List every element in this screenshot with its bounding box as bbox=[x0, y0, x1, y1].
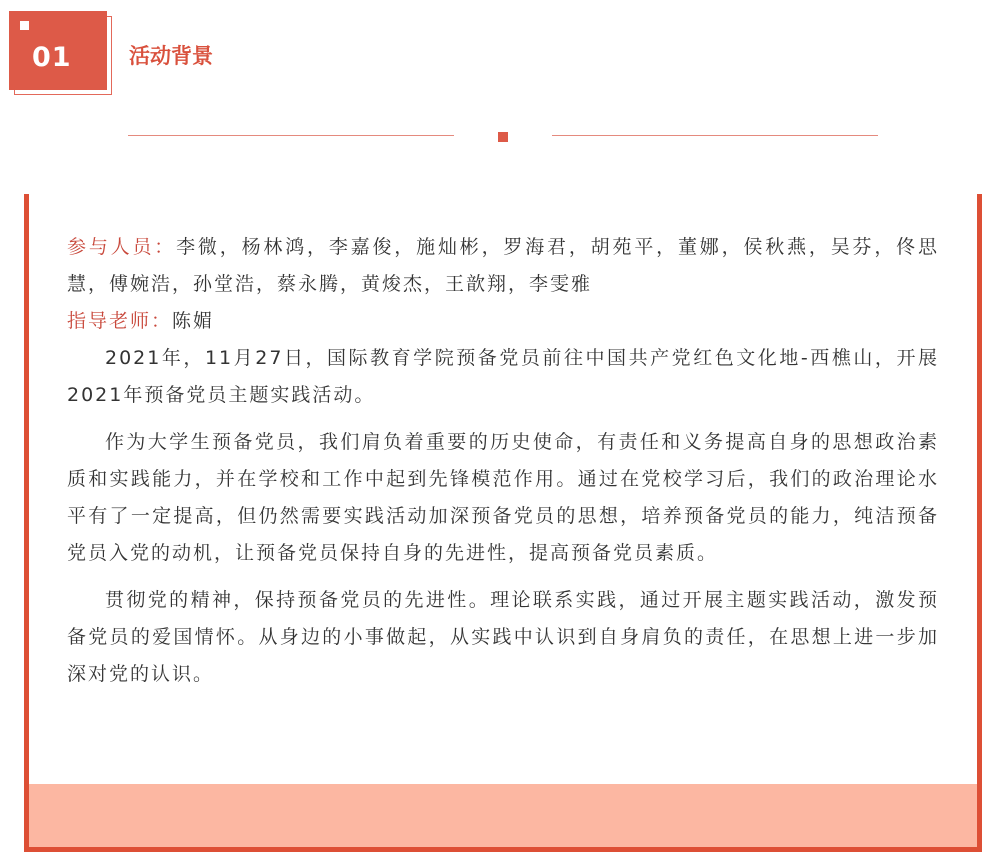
section-number-badge bbox=[9, 11, 107, 90]
divider-line-left bbox=[128, 135, 454, 136]
advisor-label: 指导老师： bbox=[67, 310, 173, 332]
divider-square-icon bbox=[498, 132, 508, 142]
paragraph-intro-suffix: ，开展2021年预备党员主题实践活动。 bbox=[67, 347, 939, 406]
participants-line bbox=[67, 229, 939, 303]
paragraph-mission: 作为大学生预备党员，我们肩负着重要的历史使命，有责任和义务提高自身的思想政治素质和实践能力，并在学校和工作中起到先锋模范作用。通过在党校学习后，我们的政治理论水平有了一定提高，但仍然需要实践活动加深预备党员的思想，培养预备党员的能力，纯洁预备党员入党的动机，让预备党员保持自身的先进性，提高预备党员素质。 bbox=[67, 431, 939, 564]
paragraph-intro-prefix: 2021年，11月27日，国际教育学院预备党员前往中国共产党 bbox=[105, 347, 694, 369]
article-body bbox=[67, 229, 939, 703]
advisor-line bbox=[67, 303, 939, 340]
badge-square-icon bbox=[20, 21, 29, 30]
paragraph-spirit: 贯彻党的精神，保持预备党员的先进性。理论联系实践，通过开展主题实践活动，激发预备党员的爱国情怀。从身边的小事做起，从实践中认识到自身肩负的责任，在思想上进一步加深对党的认识。 bbox=[67, 589, 939, 685]
advisor-name: 陈媚 bbox=[172, 310, 215, 332]
participants-label: 参与人员： bbox=[67, 236, 177, 258]
divider-line-right bbox=[552, 135, 878, 136]
paragraph-intro-highlight: 红色文化地-西樵山 bbox=[693, 347, 875, 369]
section-title: 活动背景 bbox=[129, 44, 213, 68]
paragraph-intro bbox=[67, 340, 939, 414]
participants-names: 李微，杨林鸿，李嘉俊，施灿彬，罗海君，胡苑平，董娜，侯秋燕，吴芬，佟思慧，傅婉浩，孙堂浩，蔡永腾，黄焌杰，王歆翔，李雯雅 bbox=[67, 236, 939, 295]
section-number: 01 bbox=[32, 42, 72, 73]
frame-footer-band bbox=[29, 784, 977, 847]
